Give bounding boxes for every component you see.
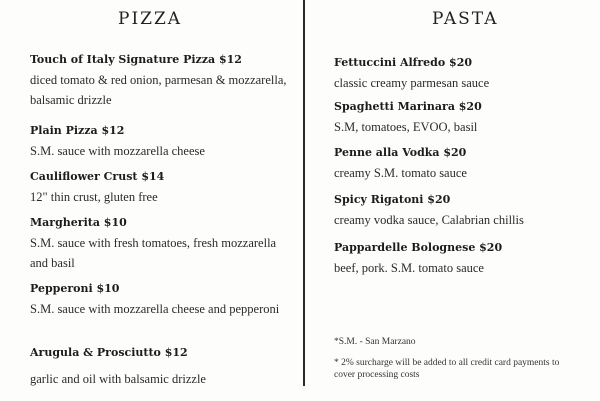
item-description: S.M. sauce with fresh tomatoes, fresh mozzarella and basil (30, 236, 277, 270)
menu-item (30, 346, 292, 389)
item-name: Pepperoni $10 (30, 282, 120, 295)
item-description: S.M. sauce with mozzarella cheese (30, 144, 205, 158)
item-description: classic creamy parmesan sauce (334, 76, 490, 90)
item-description: diced tomato & red onion, parmesan & mozzarella, balsamic drizzle (30, 73, 287, 107)
menu-item (30, 53, 292, 110)
menu-item (334, 241, 596, 278)
column-divider (303, 0, 305, 386)
item-description: S.M. sauce with mozzarella cheese and pepperoni (30, 302, 280, 316)
menu-item (30, 282, 292, 319)
item-name: Penne alla Vodka $20 (334, 146, 467, 159)
pasta-heading: PASTA (432, 9, 499, 29)
menu-item (334, 146, 596, 183)
item-name: Pappardelle Bolognese $20 (334, 241, 503, 254)
menu-item (30, 124, 292, 161)
item-description: creamy vodka sauce, Calabrian chillis (334, 213, 524, 227)
item-description: 12" thin crust, gluten free (30, 190, 158, 204)
item-name: Cauliflower Crust $14 (30, 170, 165, 183)
item-name: Spaghetti Marinara $20 (334, 100, 482, 113)
menu-item (334, 193, 596, 230)
item-name: Margherita $10 (30, 216, 127, 229)
menu-item (334, 56, 596, 93)
item-name: Spicy Rigatoni $20 (334, 193, 451, 206)
item-name: Plain Pizza $12 (30, 124, 125, 137)
item-name: Fettuccini Alfredo $20 (334, 56, 473, 69)
menu-item (30, 170, 292, 207)
item-name: Touch of Italy Signature Pizza $12 (30, 53, 242, 66)
menu-item (30, 216, 292, 273)
san-marzano-note: *S.M. - San Marzano (334, 337, 416, 347)
item-description: creamy S.M. tomato sauce (334, 166, 467, 180)
item-description: S.M, tomatoes, EVOO, basil (334, 120, 478, 134)
item-description: garlic and oil with balsamic drizzle (30, 372, 206, 386)
item-description: beef, pork. S.M. tomato sauce (334, 261, 484, 275)
surcharge-note: * 2% surcharge will be added to all credit card payments to cover processing costs (334, 358, 560, 380)
menu-item (334, 100, 596, 137)
item-name: Arugula & Prosciutto $12 (30, 346, 188, 359)
pizza-heading: PIZZA (118, 9, 183, 29)
